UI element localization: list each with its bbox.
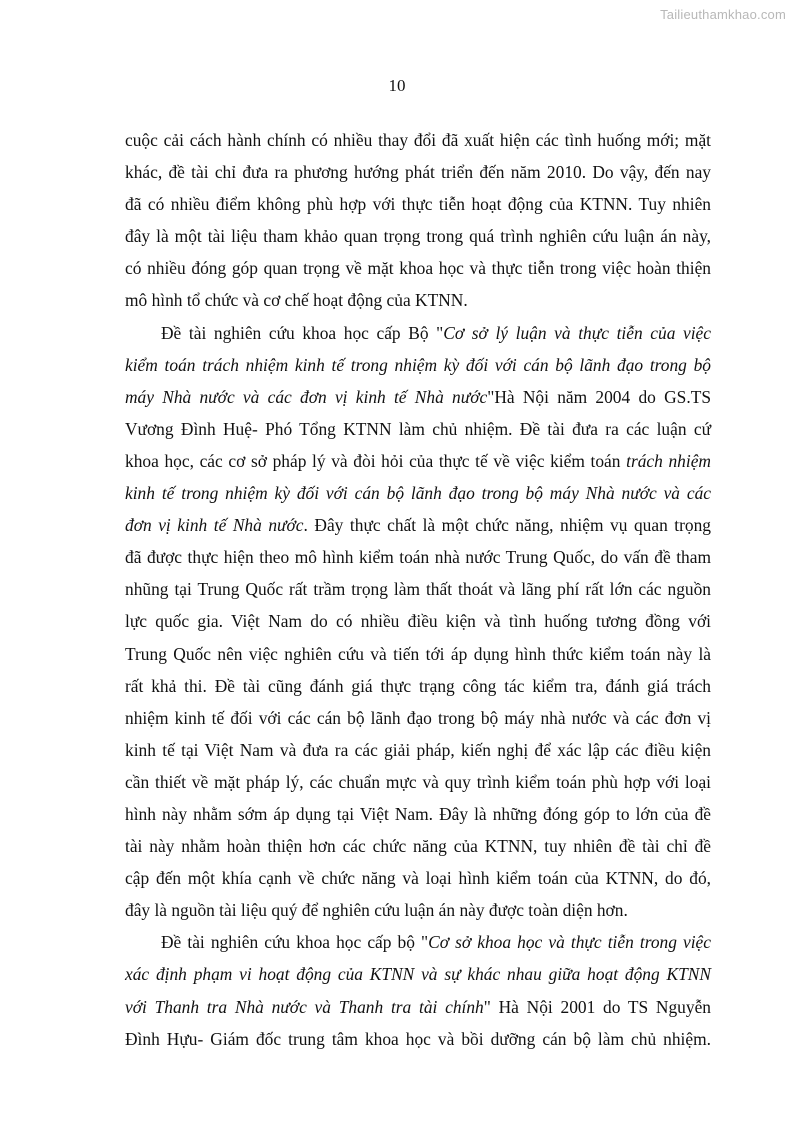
document-body [125,124,711,1055]
text-line [125,156,711,188]
text-segment: nhiệm kinh tế đối với các cán bộ lãnh đạo trong bộ máy nhà nước và các đơn vị [125,707,711,728]
text-line [125,670,711,702]
text-segment: đã được thực hiện theo mô hình kiểm toán nhà nước Trung Quốc, do vấn đề tham [125,547,711,568]
text-line [125,413,711,445]
text-segment: Trung Quốc nên việc nghiên cứu và tiến tới áp dụng hình thức kiểm toán này là [125,643,711,664]
text-segment: " Hà Nội 2001 do TS Nguyễn [483,996,711,1017]
text-segment: "Hà Nội năm 2004 do GS.TS [487,386,711,407]
text-line [125,605,711,637]
text-line [125,991,711,1023]
text-line [125,702,711,734]
text-segment: Vương Đình Huệ- Phó Tổng KTNN làm chủ nhiệm. Đề tài đưa ra các luận cứ [125,418,711,439]
text-segment: đã có nhiều điểm không phù hợp với thực tiễn hoạt động của KTNN. Tuy nhiên [125,194,711,215]
text-segment: Đình Hựu- Giám đốc trung tâm khoa học và bồi dưỡng cán bộ làm chủ nhiệm. [125,1028,711,1049]
text-segment: nhũng tại Trung Quốc rất trầm trọng làm thất thoát và lãng phí rất lớn các nguồn [125,579,711,600]
text-line [125,958,711,990]
text-line [125,445,711,477]
text-segment: Đề tài nghiên cứu khoa học cấp Bộ " [161,322,444,343]
text-line [125,381,711,413]
text-line [125,573,711,605]
italic-text-segment: Cơ sở lý luận và thực tiễn của việc [443,322,711,343]
text-line [125,862,711,894]
italic-text-segment: đơn vị kinh tế Nhà nước [125,515,304,536]
text-segment: cần thiết về mặt pháp lý, các chuẩn mực và quy trình kiểm toán phù hợp với loại [125,771,711,792]
text-line [125,541,711,573]
text-segment: . Đây thực chất là một chức năng, nhiệm vụ quan trọng [303,515,711,536]
italic-text-segment: kinh tế trong nhiệm kỳ đối với cán bộ lãnh đạo trong bộ máy Nhà nước và các [125,483,711,504]
text-line [125,317,711,349]
italic-text-segment: máy Nhà nước và các đơn vị kinh tế Nhà nước [125,386,488,407]
text-line [125,252,711,284]
text-line [125,477,711,509]
text-line [125,830,711,862]
text-segment: tài này nhằm hoàn thiện hơn các chức năng của KTNN, tuy nhiên đề tài chỉ đề [125,836,711,857]
text-line [125,734,711,766]
text-segment: lực quốc gia. Việt Nam do có nhiều điều kiện và tình huống tương đồng với [125,611,711,632]
text-line [125,349,711,381]
watermark: Tailieuthamkhao.com [660,7,786,22]
text-line [125,766,711,798]
text-segment: khác, đề tài chỉ đưa ra phương hướng phát triển đến năm 2010. Do vậy, đến nay [125,162,711,183]
text-line [125,188,711,220]
italic-text-segment: trách nhiệm [626,450,711,471]
text-segment: mô hình tổ chức và cơ chế hoạt động của KTNN. [125,290,468,311]
text-line [125,798,711,830]
text-segment: hình này nhằm sớm áp dụng tại Việt Nam. Đây là những đóng góp to lớn của đề [125,803,711,824]
text-line [125,220,711,252]
text-segment: đây là nguồn tài liệu quý để nghiên cứu luận án này được toàn diện hơn. [125,900,628,921]
page-number: 10 [388,76,406,95]
italic-text-segment: kiểm toán trách nhiệm kinh tế trong nhiệm kỳ đối với cán bộ lãnh đạo trong bộ [125,354,711,375]
text-line [125,894,711,926]
text-line [125,124,711,156]
text-segment: rất khả thi. Đề tài cũng đánh giá thực trạng công tác kiểm tra, đánh giá trách [125,675,711,696]
text-line [125,1023,711,1055]
text-segment: cập đến một khía cạnh về chức năng và loại hình kiểm toán của KTNN, do đó, [125,868,711,889]
text-line [125,638,711,670]
text-segment: cuộc cải cách hành chính có nhiều thay đổi đã xuất hiện các tình huống mới; mặt [125,130,711,150]
italic-text-segment: Cơ sở khoa học và thực tiễn trong việc [428,932,711,953]
text-segment: kinh tế tại Việt Nam và đưa ra các giải pháp, kiến nghị để xác lập các điều kiện [125,739,711,760]
text-segment: đây là một tài liệu tham khảo quan trọng trong quá trình nghiên cứu luận án này, [125,226,711,247]
text-segment: có nhiều đóng góp quan trọng về mặt khoa học và thực tiễn trong việc hoàn thiện [125,258,711,279]
italic-text-segment: với Thanh tra Nhà nước và Thanh tra tài chính [125,996,484,1017]
text-segment: Đề tài nghiên cứu khoa học cấp bộ " [161,932,429,953]
text-segment: khoa học, các cơ sở pháp lý và đòi hỏi của thực tế về việc kiểm toán [125,450,627,471]
italic-text-segment: xác định phạm vi hoạt động của KTNN và sự khác nhau giữa hoạt động KTNN [125,964,711,985]
text-line [125,926,711,958]
text-line [125,284,711,316]
text-line [125,509,711,541]
